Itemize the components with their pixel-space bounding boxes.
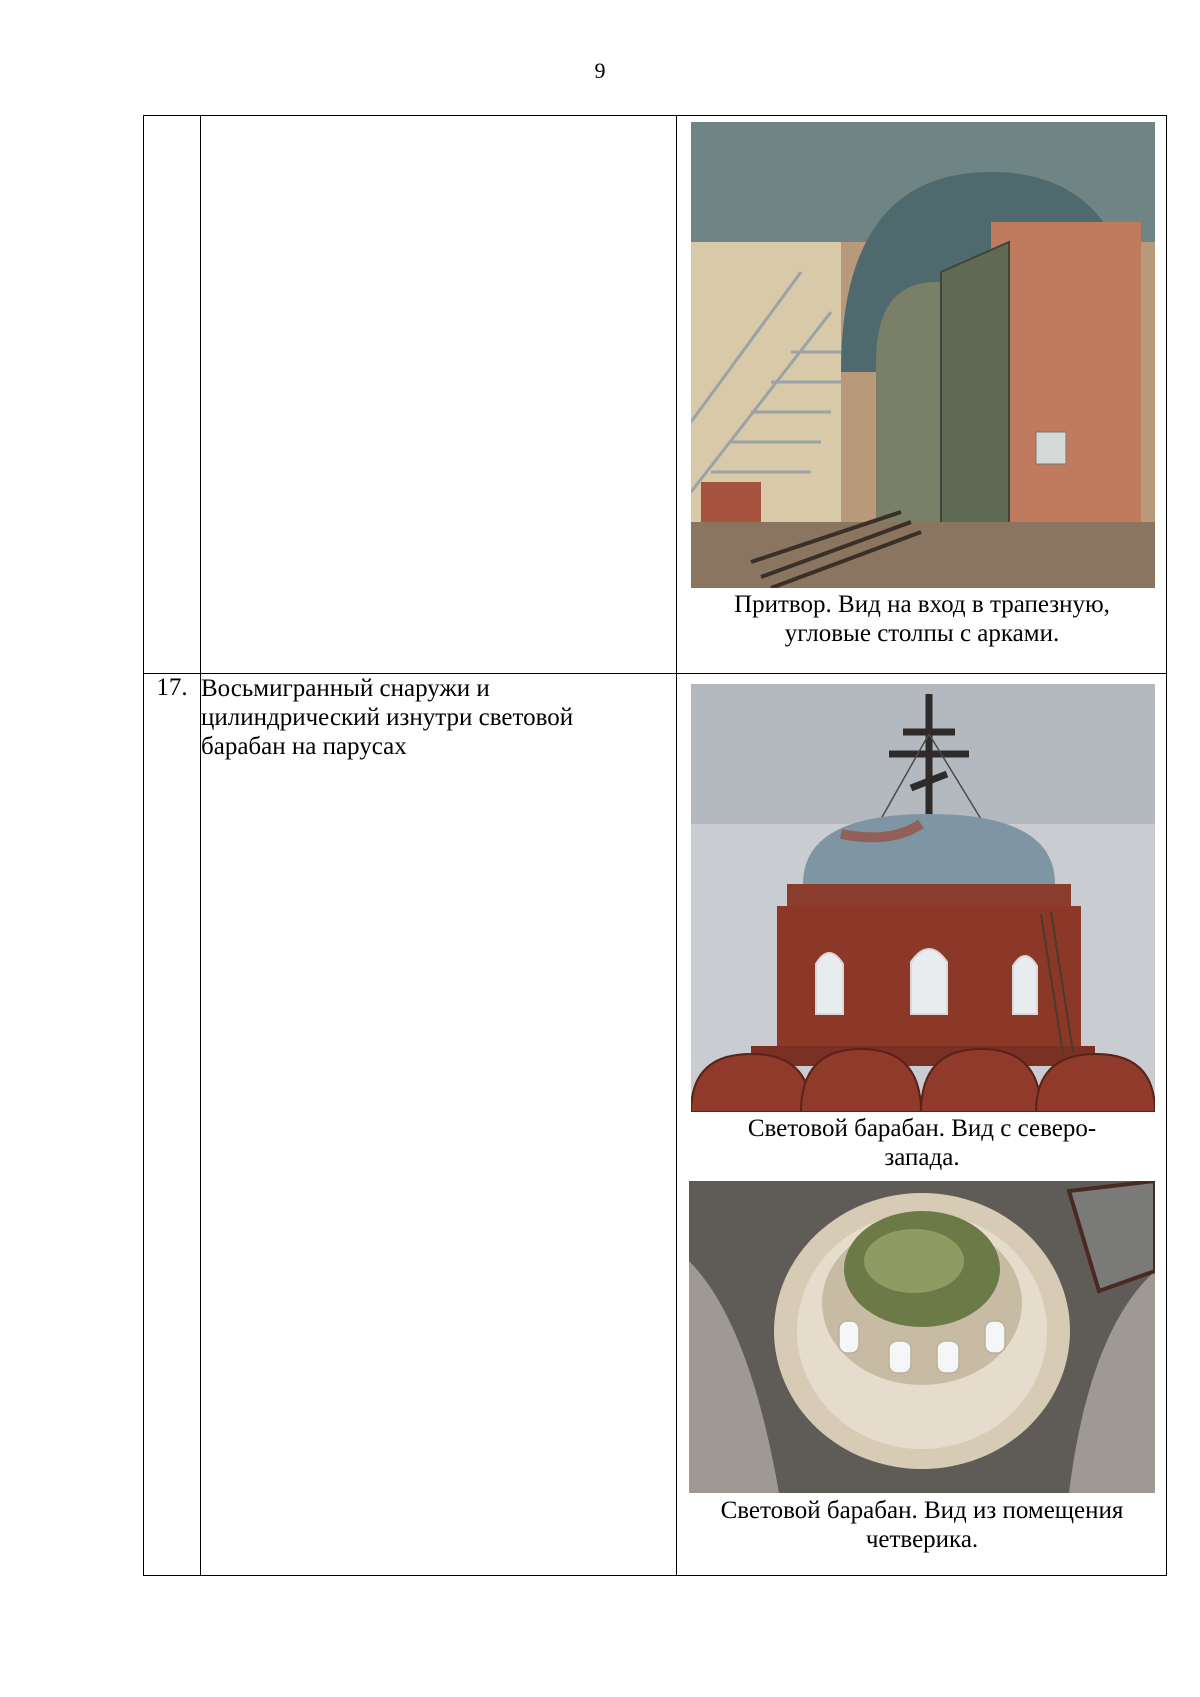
row-number-cell: 17. bbox=[144, 674, 201, 1576]
table-row bbox=[144, 116, 1167, 674]
photo-caption bbox=[677, 1114, 1167, 1172]
caption-line: четверика. bbox=[865, 1526, 979, 1553]
description-line: барабан на парусах bbox=[201, 733, 407, 760]
row-number-cell bbox=[144, 116, 201, 674]
photo-caption bbox=[677, 590, 1167, 648]
caption-line: угловые столпы с арками. bbox=[784, 620, 1060, 647]
row-image-cell bbox=[677, 116, 1167, 674]
caption-line: Притвор. Вид на вход в трапезную, bbox=[734, 591, 1110, 618]
row-image-cell bbox=[677, 674, 1167, 1576]
church-entrance-photo bbox=[691, 122, 1155, 588]
table-row bbox=[144, 674, 1167, 1576]
caption-line: Световой барабан. Вид с северо- bbox=[747, 1115, 1097, 1142]
description-line: цилиндрический изнутри световой bbox=[201, 704, 574, 731]
page-number: 9 bbox=[594, 58, 606, 83]
monument-table bbox=[143, 115, 1167, 1576]
caption-line: запада. bbox=[884, 1144, 960, 1171]
caption-line: Световой барабан. Вид из помещения bbox=[720, 1497, 1124, 1524]
row-description-cell bbox=[201, 674, 677, 1576]
row-description-cell bbox=[201, 116, 677, 674]
dome-exterior-photo bbox=[691, 684, 1155, 1112]
dome-interior-photo bbox=[689, 1181, 1155, 1493]
description-line: Восьмигранный снаружи и bbox=[201, 675, 490, 702]
photo-caption bbox=[677, 1496, 1167, 1554]
